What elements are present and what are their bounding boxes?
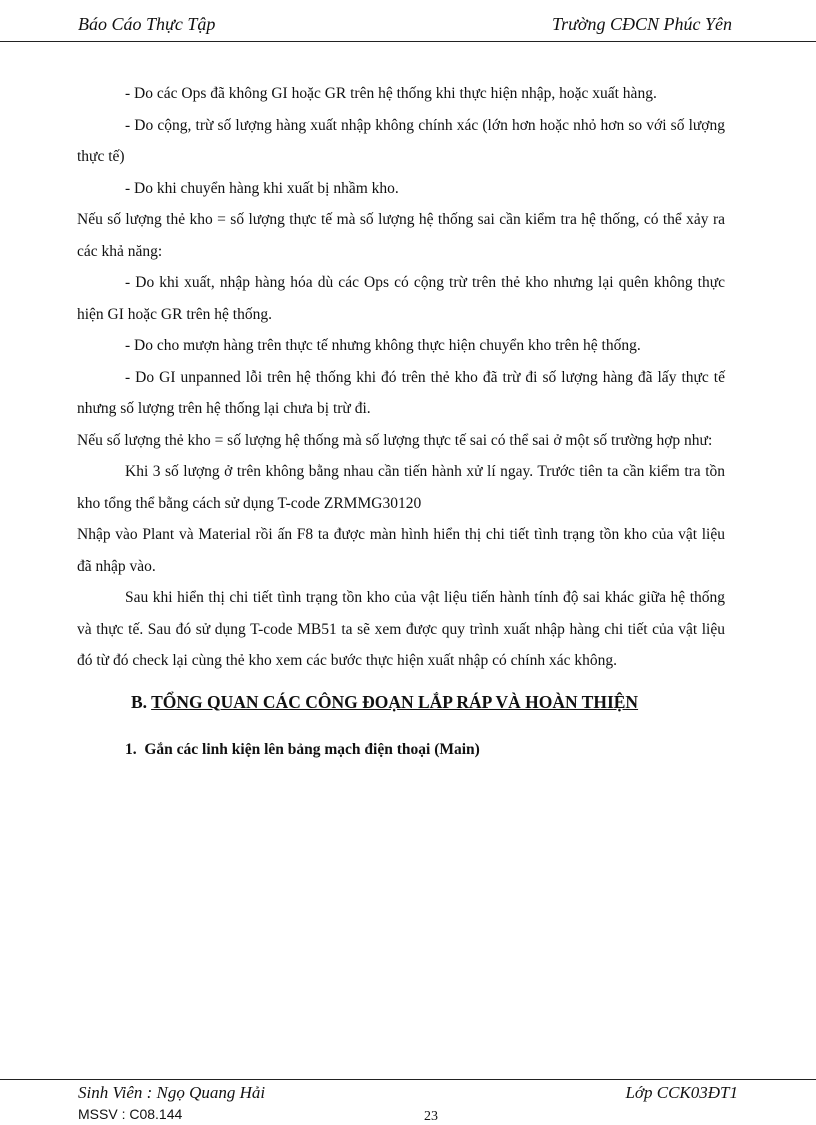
footer-class: Lớp CCK03ĐT1 (625, 1083, 738, 1102)
paragraph-11: Sau khi hiển thị chi tiết tình trạng tồn kho của vật liệu tiến hành tính độ sai khác giữa hệ thống và thực tế. Sau đó sử dụng T-code MB51 ta sẽ xem được quy trình xuất nhập hàng chi tiết của vật liệu đó từ đó check lại cùng thẻ kho xem các bước thực hiện xuất nhập có chính xác không. (77, 589, 725, 669)
document-body (77, 78, 725, 765)
subsection-1-number: 1. (125, 740, 137, 758)
section-b-heading (77, 687, 725, 717)
header-report-title: Báo Cáo Thực Tập (78, 14, 216, 34)
paragraph-4: Nếu số lượng thẻ kho = số lượng thực tế mà số lượng hệ thống sai cần kiểm tra hệ thống, có thể xảy ra các khả năng: (77, 211, 725, 260)
paragraph-5: - Do khi xuất, nhập hàng hóa dù các Ops có cộng trừ trên thẻ kho nhưng lại quên không thực hiện GI hoặc GR trên hệ thống. (77, 274, 725, 323)
subsection-1-heading (77, 735, 725, 765)
footer-student-id: MSSV : C08.144 (78, 1106, 183, 1122)
footer-student-name: Sinh Viên : Ngọ Quang Hải (78, 1083, 266, 1102)
page-number: 23 (424, 1109, 438, 1124)
paragraph-2: - Do cộng, trừ số lượng hàng xuất nhập không chính xác (lớn hơn hoặc nhỏ hơn so với số lượng thực tế) (77, 116, 725, 165)
paragraph-3: - Do khi chuyển hàng khi xuất bị nhầm kho. (125, 179, 399, 197)
paragraph-8: Nếu số lượng thẻ kho = số lượng hệ thống mà số lượng thực tế sai có thể sai ở một số trường hợp như: (77, 431, 713, 449)
paragraph-6: - Do cho mượn hàng trên thực tế nhưng không thực hiện chuyển kho trên hệ thống. (125, 337, 641, 354)
paragraph-9: Khi 3 số lượng ở trên không bằng nhau cần tiến hành xử lí ngay. Trước tiên ta cần kiểm tra tồn kho tổng thể bằng cách sử dụng T-code ZRMMG30120 (77, 463, 725, 512)
header-divider (0, 41, 816, 42)
section-b-title: TỔNG QUAN CÁC CÔNG ĐOẠN LẮP RÁP VÀ HOÀN THIỆN (151, 691, 639, 712)
paragraph-1: - Do các Ops đã không GI hoặc GR trên hệ thống khi thực hiện nhập, hoặc xuất hàng. (125, 85, 657, 102)
paragraph-7: - Do GI unpanned lỗi trên hệ thống khi đó trên thẻ kho đã trừ đi số lượng hàng đã lấy thực tế nhưng số lượng trên hệ thống lại chưa bị trừ đi. (77, 368, 725, 417)
footer-divider (0, 1079, 816, 1080)
section-b-prefix: B. (131, 691, 152, 712)
paragraph-10: Nhập vào Plant và Material rồi ấn F8 ta được màn hình hiển thị chi tiết tình trạng tồn kho của vật liệu đã nhập vào. (77, 526, 725, 575)
header-school-name: Trường CĐCN Phúc Yên (552, 14, 732, 34)
subsection-1-title: Gắn các linh kiện lên bảng mạch điện thoại (Main) (144, 740, 480, 758)
